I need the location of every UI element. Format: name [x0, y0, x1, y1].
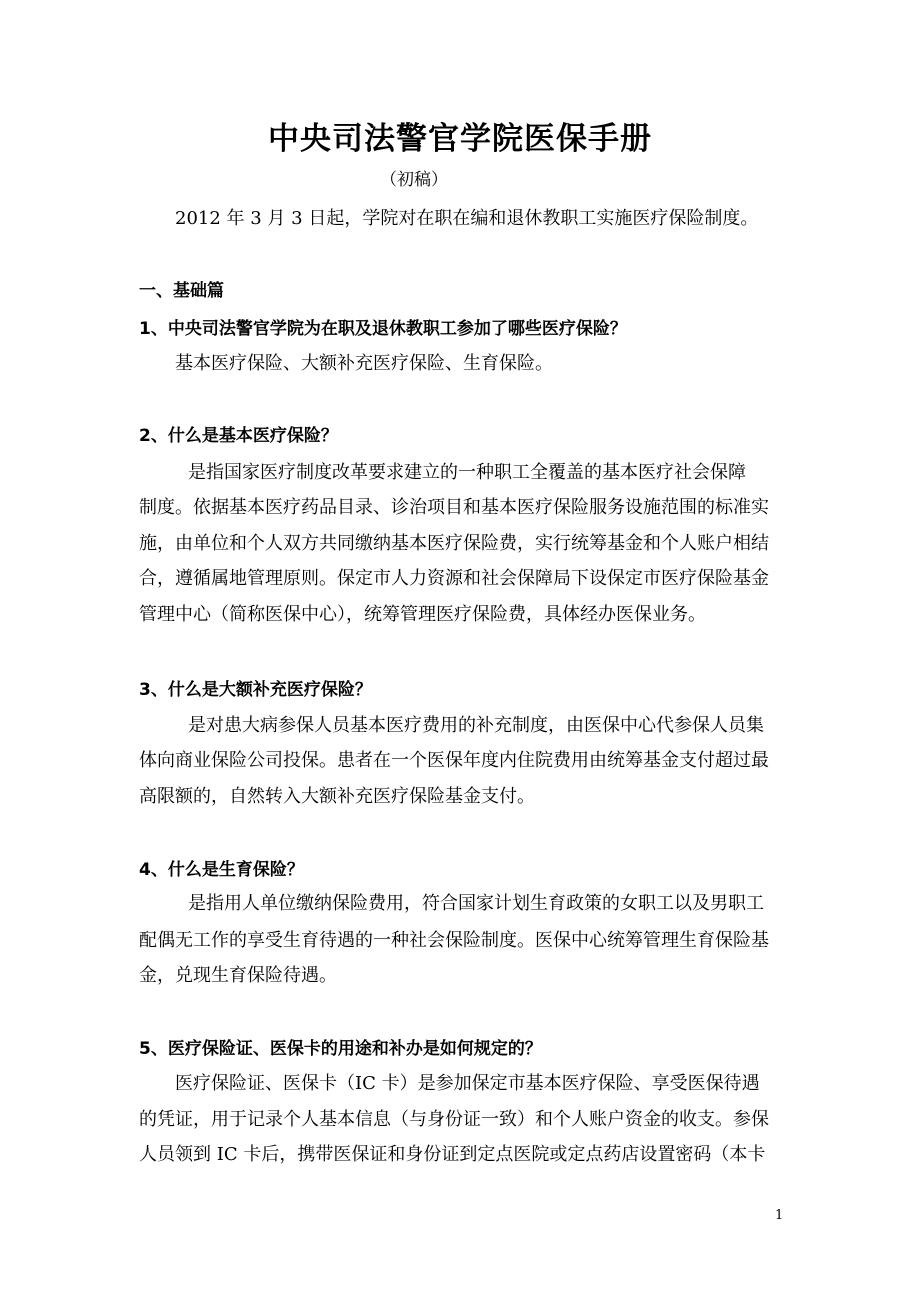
answer-4-line: 配偶无工作的享受生育待遇的一种社会保险制度。医保中心统筹管理生育保险基 — [139, 930, 769, 951]
answer-5-line: 的凭证，用于记录个人基本信息（与身份证一致）和个人账户资金的收支。参保 — [139, 1109, 769, 1130]
page-number: 1 — [775, 1208, 784, 1223]
intro-paragraph: 2012 年 3 月 3 日起，学院对在职在编和退休教职工实施医疗保险制度。 — [175, 208, 759, 229]
section-heading: 一、基础篇 — [139, 281, 224, 301]
answer-2-line: 制度。依据基本医疗药品目录、诊治项目和基本医疗保险服务设施范围的标准实 — [139, 497, 769, 518]
answer-3-line: 高限额的，自然转入大额补充医疗保险基金支付。 — [139, 786, 535, 807]
question-1: 1、中央司法警官学院为在职及退休教职工参加了哪些医疗保险？ — [139, 319, 627, 339]
question-4: 4、什么是生育保险？ — [139, 860, 304, 880]
answer-2-line: 管理中心（简称医保中心），统筹管理医疗保险费，具体经办医保业务。 — [139, 604, 706, 625]
question-3: 3、什么是大额补充医疗保险？ — [139, 680, 372, 700]
answer-1-line: 基本医疗保险、大额补充医疗保险、生育保险。 — [175, 353, 553, 374]
answer-3-line: 是对患大病参保人员基本医疗费用的补充制度，由医保中心代参保人员集 — [188, 715, 764, 736]
answer-3-line: 体向商业保险公司投保。患者在一个医保年度内住院费用由统筹基金支付超过最 — [139, 750, 769, 771]
answer-2-line: 合，遵循属地管理原则。保定市人力资源和社会保障局下设保定市医疗保险基金 — [139, 568, 769, 589]
answer-2-line: 是指国家医疗制度改革要求建立的一种职工全覆盖的基本医疗社会保障 — [188, 462, 746, 483]
document-title: 中央司法警官学院医保手册 — [268, 121, 652, 157]
answer-4-line: 金，兑现生育保险待遇。 — [139, 965, 337, 986]
question-2: 2、什么是基本医疗保险？ — [139, 426, 338, 446]
answer-4-line: 是指用人单位缴纳保险费用，符合国家计划生育政策的女职工以及男职工 — [188, 893, 764, 914]
answer-2-line: 施，由单位和个人双方共同缴纳基本医疗保险费，实行统筹基金和个人账户相结 — [139, 533, 769, 554]
answer-5-line: 人员领到 IC 卡后，携带医保证和身份证到定点医院或定点药店设置密码（本卡 — [139, 1144, 766, 1165]
document-subtitle: （初稿） — [380, 170, 448, 190]
question-5: 5、医疗保险证、医保卡的用途和补办是如何规定的？ — [139, 1039, 542, 1059]
answer-5-line: 医疗保险证、医保卡（IC 卡）是参加保定市基本医疗保险、享受医保待遇 — [175, 1073, 760, 1094]
